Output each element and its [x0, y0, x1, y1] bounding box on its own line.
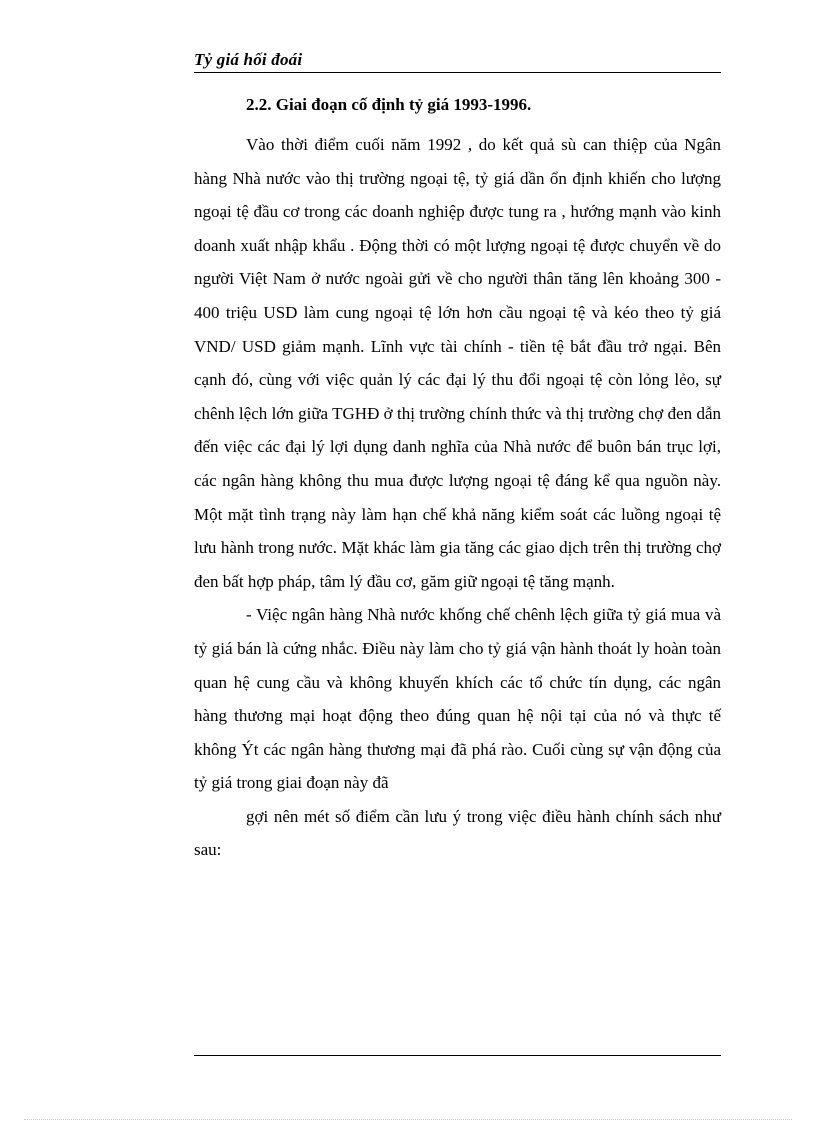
footer-rule	[194, 1055, 721, 1056]
document-body	[194, 92, 721, 867]
page-header	[194, 48, 721, 73]
section-heading: 2.2. Giai đoạn cố định tỷ giá 1993-1996.	[246, 95, 532, 114]
header-title: Tỷ giá hối đoái	[194, 50, 303, 69]
page-bottom-edge	[24, 1119, 792, 1120]
paragraph: Vào thời điểm cuối năm 1992 , do kết quả sù can thiệp của Ngân hàng Nhà nước vào thị trường ngoại tệ, tỷ giá dần ổn định khiến cho lượng ngoại tệ đầu cơ trong các doanh nghiệp được tung ra , hướng mạnh vào kinh doanh xuất nhập khẩu . Động thời có một lượng ngoại tệ được chuyển về do người Việt Nam ở nước ngoài gửi về cho người thân tăng lên khoảng 300 - 400 triệu USD làm cung ngoại tệ lớn hơn cầu ngoại tệ và kéo theo tỷ giá VND/ USD giảm mạnh. Lĩnh vực tài chính - tiền tệ bắt đầu trở ngại. Bên cạnh đó, cùng với việc quản lý các đại lý thu đổi ngoại tệ còn lỏng lẻo, sự chênh lệch lớn giữa TGHĐ ở thị trường chính thức và thị trường chợ đen dẫn đến việc các đại lý lợi dụng danh nghĩa của Nhà nước để buôn bán trục lợi, các ngân hàng không thu mua được lượng ngoại tệ đáng kể qua nguồn này. Một mặt tình trạng này làm hạn chế khả năng kiểm soát các luồng ngoại tệ lưu hành trong nước. Mặt khác làm gia tăng các giao dịch trên thị trường chợ đen bất hợp pháp, tâm lý đầu cơ, găm giữ ngoại tệ tăng mạnh.	[194, 135, 721, 591]
body-text	[194, 128, 721, 867]
paragraph: - Việc ngân hàng Nhà nước khống chế chênh lệch giữa tỷ giá mua và tỷ giá bán là cứng nhắc. Điều này làm cho tỷ giá vận hành thoát ly hoàn toàn quan hệ cung cầu và không khuyến khích các tổ chức tín dụng, các ngân hàng thương mại hoạt động theo đúng quan hệ nội tại của nó và thực tế không Ýt các ngân hàng thương mại đã phá rào. Cuối cùng sự vận động của tỷ giá trong giai đoạn này đã	[194, 605, 721, 793]
paragraph: gợi nên mét số điểm cần lưu ý trong việc điều hành chính sách như sau:	[194, 806, 721, 860]
